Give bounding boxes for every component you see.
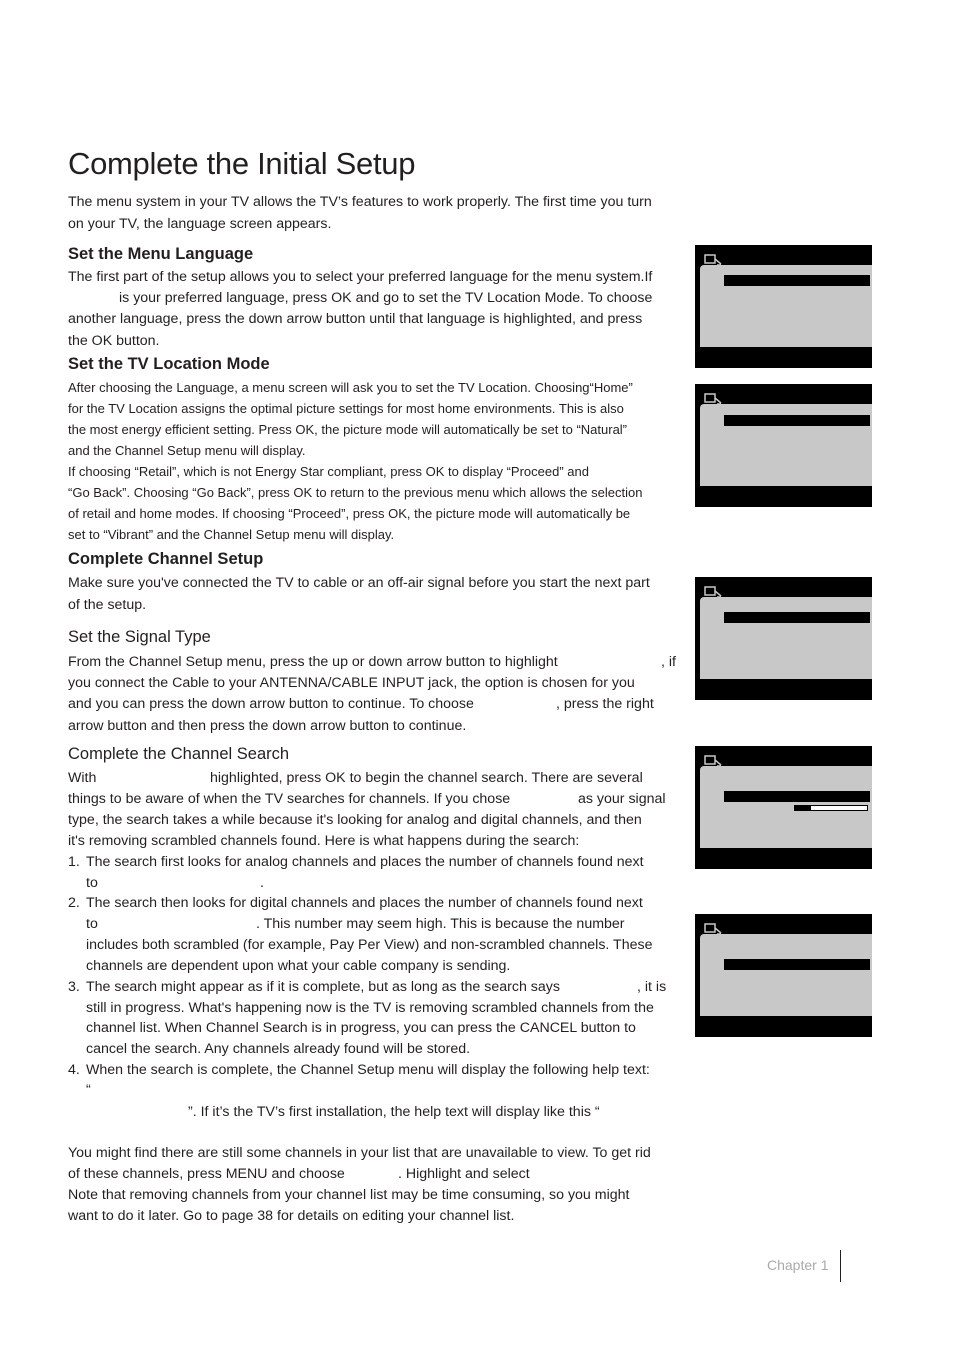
chapter-label: Chapter 1	[767, 1257, 829, 1273]
body-line: want to do it later. Go to page 38 for details on editing your channel list.	[68, 1208, 515, 1224]
body-line: it's removing scrambled channels found. Here is what happens during the search:	[68, 833, 580, 849]
step-line: ”. If it’s the TV’s first installation, the help text will display like this “	[188, 1104, 600, 1120]
signal-type-screen	[695, 577, 872, 700]
step-number: 3.	[68, 979, 80, 995]
body-line: After choosing the Language, a menu screen will ask you to set the TV Location. Choosing“Home”	[68, 380, 633, 395]
menu-panel	[700, 934, 872, 1016]
body-line: you connect the Cable to your ANTENNA/CABLE INPUT jack, the option is chosen for you	[68, 675, 635, 691]
step-line: to	[86, 916, 98, 932]
body-line: You might find there are still some channels in your list that are unavailable to view. To get rid	[68, 1145, 651, 1161]
body-line: of these channels, press MENU and choose	[68, 1166, 345, 1182]
body-line: If choosing “Retail”, which is not Energy Star compliant, press OK to display “Proceed” and	[68, 464, 589, 479]
highlighted-menu-row	[724, 959, 870, 970]
language-screen	[695, 245, 872, 368]
page-title: Complete the Initial Setup	[68, 146, 416, 181]
body-line: of the setup.	[68, 597, 147, 613]
body-line: and the Channel Setup menu will display.	[68, 443, 306, 458]
body-line: another language, press the down arrow button until that language is highlighted, and press	[68, 311, 643, 327]
body-line: From the Channel Setup menu, press the up or down arrow button to highlight	[68, 654, 558, 670]
body-line: type, the search takes a while because it's looking for analog and digital channels, and then	[68, 812, 642, 828]
menu-panel	[700, 597, 872, 679]
body-line: the most energy efficient setting. Press OK, the picture mode will automatically be set to “Natural”	[68, 422, 628, 437]
body-line: , press the right	[556, 696, 654, 712]
body-line: the OK button.	[68, 333, 160, 349]
body-line: The first part of the setup allows you to select your preferred language for the menu system.If	[68, 269, 653, 285]
body-line: “Go Back”. Choosing “Go Back”, press OK to return to the previous menu which allows the selection	[68, 485, 643, 500]
step-number: 2.	[68, 895, 80, 911]
step-line: channels are dependent upon what your cable company is sending.	[86, 958, 511, 974]
step-line: , it is	[637, 979, 667, 995]
body-line: . Highlight and select	[398, 1166, 530, 1182]
body-line: is your preferred language, press OK and go to set the TV Location Mode. To choose	[119, 290, 653, 306]
menu-language-heading: Set the Menu Language	[68, 245, 254, 263]
body-line: highlighted, press OK to begin the channel search. There are several	[210, 770, 643, 786]
body-line: as your signal	[578, 791, 666, 807]
body-line: arrow button and then press the down arrow button to continue.	[68, 718, 467, 734]
footer-divider	[840, 1250, 841, 1282]
intro-line: The menu system in your TV allows the TV’s features to work properly. The first time you turn	[68, 194, 652, 210]
highlighted-menu-row	[724, 275, 870, 286]
body-line: and you can press the down arrow button to continue. To choose	[68, 696, 474, 712]
channel-setup-heading: Complete Channel Setup	[68, 550, 264, 568]
step-line: still in progress. What's happening now is the TV is removing scrambled channels from the	[86, 1000, 654, 1016]
step-line: The search might appear as if it is complete, but as long as the search says	[86, 979, 560, 995]
body-line: things to be aware of when the TV searches for channels. If you chose	[68, 791, 511, 807]
body-line: of retail and home modes. If choosing “Proceed”, press OK, the picture mode will automatically be	[68, 506, 631, 521]
step-line: to	[86, 875, 98, 891]
step-number: 4.	[68, 1062, 80, 1078]
step-line: The search then looks for digital channels and places the number of channels found next	[86, 895, 643, 911]
step-line: includes both scrambled (for example, Pay Per View) and non-scrambled channels. These	[86, 937, 653, 953]
body-line: Make sure you've connected the TV to cable or an off-air signal before you start the next part	[68, 575, 650, 591]
highlighted-menu-row	[724, 612, 870, 623]
channel-search-screen	[695, 746, 872, 869]
search-complete-screen	[695, 914, 872, 1037]
intro-line: on your TV, the language screen appears.	[68, 216, 332, 232]
location-mode-heading: Set the TV Location Mode	[68, 355, 270, 373]
body-line: With	[68, 770, 97, 786]
step-line: .	[260, 875, 264, 891]
body-line: Note that removing channels from your channel list may be time consuming, so you might	[68, 1187, 630, 1203]
step-number: 1.	[68, 854, 80, 870]
location-screen	[695, 384, 872, 507]
body-line: for the TV Location assigns the optimal picture settings for most home environments. This is also	[68, 401, 624, 416]
signal-type-heading: Set the Signal Type	[68, 628, 211, 646]
highlighted-menu-row	[724, 791, 870, 802]
step-line: cancel the search. Any channels already found will be stored.	[86, 1041, 471, 1057]
step-line: channel list. When Channel Search is in progress, you can press the CANCEL button to	[86, 1020, 636, 1036]
highlighted-menu-row	[724, 415, 870, 426]
step-line: The search first looks for analog channels and places the number of channels found next	[86, 854, 644, 870]
body-line: , if	[661, 654, 676, 670]
step-line: . This number may seem high. This is because the number	[256, 916, 625, 932]
body-line: set to “Vibrant” and the Channel Setup menu will display.	[68, 527, 395, 542]
channel-search-heading: Complete the Channel Search	[68, 745, 290, 763]
search-progress-fill	[795, 806, 811, 810]
step-line: When the search is complete, the Channel Setup menu will display the following help text:	[86, 1062, 650, 1078]
step-line: “	[86, 1082, 91, 1098]
search-progress-bar	[794, 805, 868, 811]
